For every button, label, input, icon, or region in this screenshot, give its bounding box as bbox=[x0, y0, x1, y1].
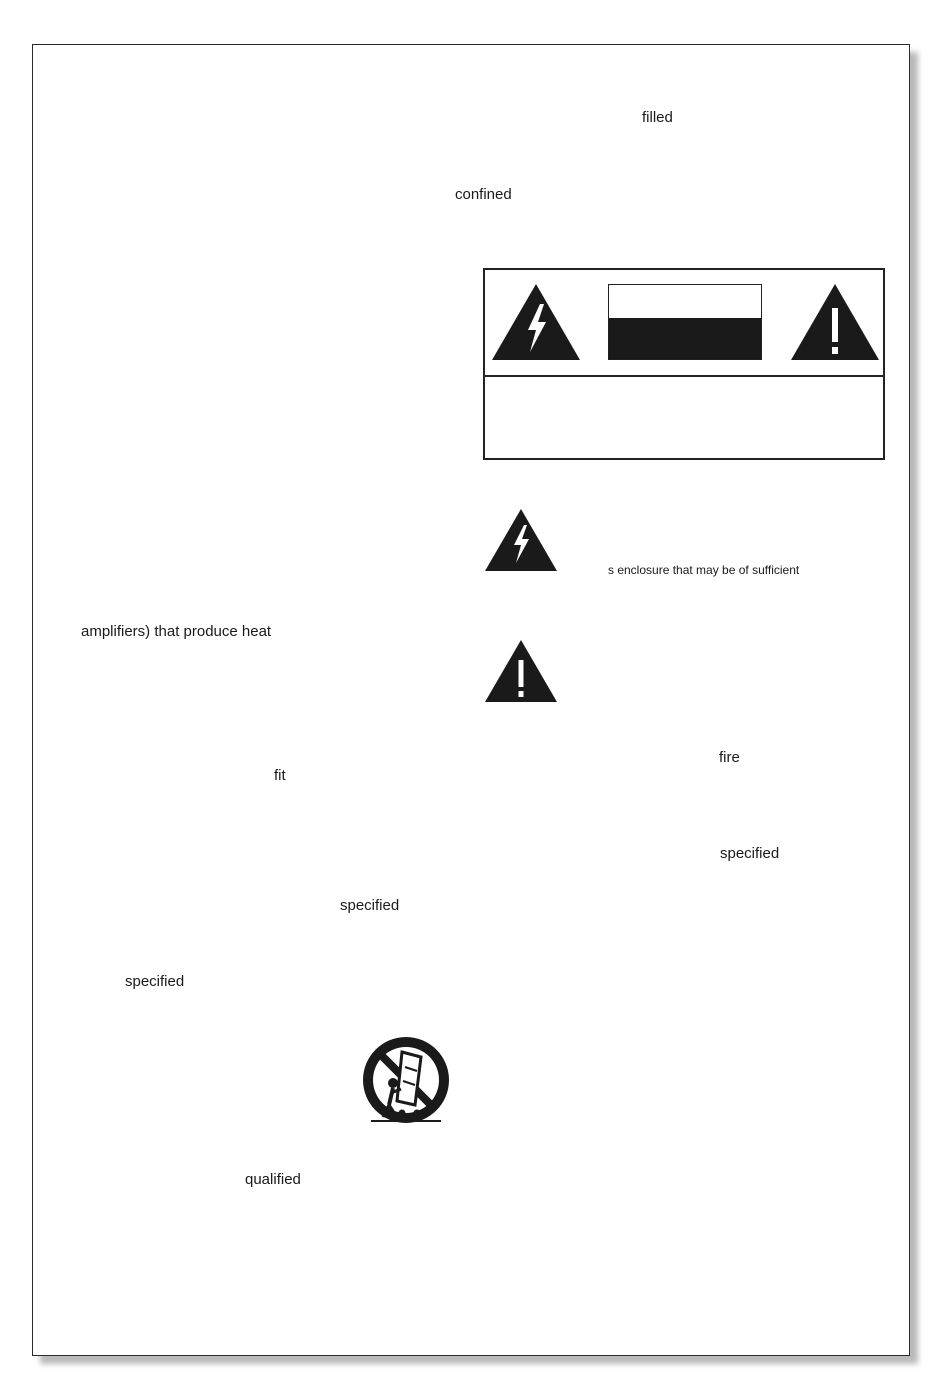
word-filled: filled bbox=[642, 109, 673, 126]
word-fire: fire bbox=[719, 749, 740, 766]
caution-label-band bbox=[609, 318, 761, 359]
word-fit: fit bbox=[274, 767, 286, 784]
word-specified-right: specified bbox=[720, 845, 780, 862]
word-specified-left: specified bbox=[125, 973, 185, 990]
warning-box-divider bbox=[485, 375, 883, 377]
document-page bbox=[32, 44, 910, 1356]
electric-shock-warning-icon bbox=[483, 507, 559, 573]
exclamation-warning-icon bbox=[483, 638, 559, 704]
word-qualified: qualified bbox=[245, 1171, 301, 1188]
caution-warning-box bbox=[483, 268, 885, 460]
word-enclosure-fragment: s enclosure that may be of sufficient bbox=[608, 563, 800, 577]
word-amplifiers: amplifiers) that produce heat bbox=[81, 623, 272, 640]
caution-label bbox=[608, 284, 762, 360]
word-specified-mid: specified bbox=[340, 897, 400, 914]
cart-tip-over-warning-icon bbox=[357, 1033, 457, 1133]
exclamation-warning-icon bbox=[789, 282, 881, 362]
electric-shock-warning-icon bbox=[490, 282, 582, 362]
word-confined: confined bbox=[455, 186, 512, 203]
